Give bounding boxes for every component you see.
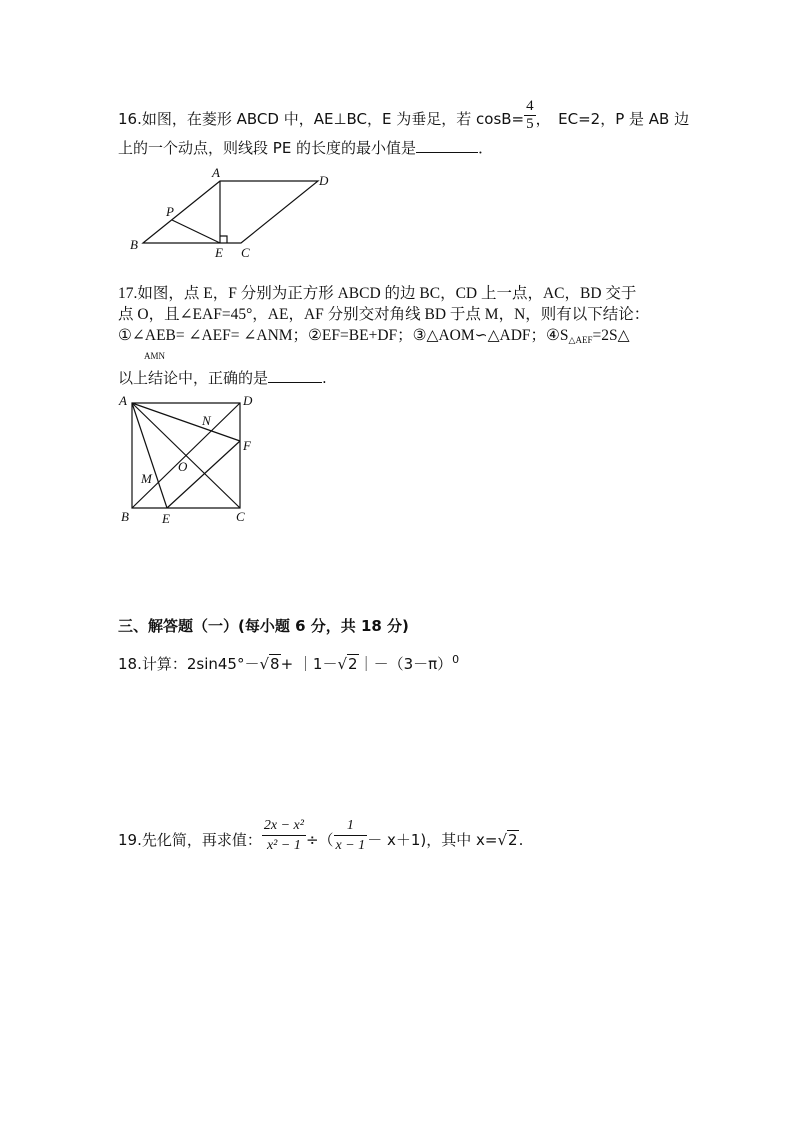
q16-right-angle: [220, 236, 227, 243]
q19-fraction-2: [334, 816, 368, 855]
q19-sqrt-2: √2: [497, 831, 518, 849]
q19-radicand: 2: [508, 831, 518, 849]
q17-square-figure: [115, 390, 265, 530]
q17-line3-b: =2S△: [592, 327, 630, 344]
q18-text-c: ｜－（3－π）: [358, 655, 453, 673]
q16-line2-end: ．: [478, 139, 494, 157]
q16-text-a: 16.如图，在菱形 ABCD 中，AE⊥BC，E 为垂足，若 cosB=: [118, 110, 525, 128]
q17-label-c: C: [236, 509, 245, 524]
q16-frac-den: 5: [526, 116, 534, 132]
q17-label-o: O: [178, 459, 188, 474]
q16-fraction: [524, 98, 536, 133]
q17-line-5: [118, 368, 327, 388]
q17-label-a: A: [119, 393, 127, 408]
q16-segment-pe: [172, 220, 220, 243]
q18-line: [118, 650, 459, 674]
q18-radicand-2: 2: [348, 655, 358, 673]
q17-label-n: N: [202, 413, 211, 428]
q19-text-a: 19.先化简，再求值：: [118, 831, 262, 849]
q17-line5-text: 以上结论中，正确的是: [118, 369, 269, 387]
q16-answer-blank: [416, 138, 478, 153]
q17-label-f: F: [243, 438, 251, 453]
q17-line-2: 点 O，且∠EAF=45°，AE，AF 分别交对角线 BD 于点 M，N，则有以下结论：: [118, 306, 650, 323]
q16-label-a: A: [212, 165, 220, 180]
q19-frac1-den: x² − 1: [262, 835, 306, 855]
q19-frac2-num: 1: [346, 818, 354, 833]
q19-line: [118, 818, 524, 855]
q16-label-p: P: [166, 204, 174, 219]
q17-line5-end: .: [322, 369, 327, 387]
q17-line-3: [118, 326, 630, 350]
q17-line-1: 17.如图，点 E，F 分别为正方形 ABCD 的边 BC，CD 上一点，AC，BD 交于: [118, 285, 637, 302]
q17-line3-a: ①∠AEB= ∠AEF= ∠ANM；②EF=BE+DF；③△AOM∽△ADF；④S: [118, 327, 569, 344]
q19-frac1-num: 2x − x²: [263, 818, 304, 833]
q16-line-1: [118, 98, 690, 133]
q18-text-b: + ｜1－: [280, 655, 338, 673]
q16-frac-num: 4: [526, 98, 534, 114]
q17-label-b: B: [121, 509, 129, 524]
q16-text-b: ， EC=2，P 是 AB 边: [535, 110, 690, 128]
q18-text-a: 18.计算：2sin45°－: [118, 655, 260, 673]
q17-answer-blank: [268, 368, 322, 383]
q17-segment-af: [132, 403, 240, 441]
q16-label-b: B: [130, 237, 138, 252]
section-3-heading: 三、解答题（一）(每小题 6 分，共 18 分): [118, 617, 409, 635]
q17-line-4: AMN: [144, 351, 166, 361]
q17-line3-sub: △AEF: [568, 335, 593, 345]
q19-text-b: ÷（: [305, 831, 334, 849]
q17-label-m: M: [141, 471, 152, 486]
q19-frac2-den: x − 1: [334, 835, 368, 855]
q19-fraction-1: [262, 816, 306, 855]
q18-exponent: 0: [452, 653, 460, 666]
q17-segment-ae: [132, 403, 167, 508]
q16-line2-text: 上的一个动点，则线段 PE 的长度的最小值是: [118, 139, 417, 157]
q17-label-d: D: [243, 393, 253, 408]
q16-label-c: C: [241, 245, 250, 260]
q16-line-2: [118, 138, 493, 158]
q19-text-d: .: [518, 831, 524, 849]
q18-sqrt-8: √8: [259, 655, 280, 673]
q16-label-e: E: [215, 245, 223, 260]
q17-label-e: E: [162, 511, 170, 526]
q19-text-c: － x＋1)，其中 x=: [367, 831, 498, 849]
q16-rhombus-figure: [120, 165, 340, 265]
q18-sqrt-2: √2: [337, 655, 358, 673]
q18-radicand-1: 8: [270, 655, 280, 673]
q16-label-d: D: [319, 173, 329, 188]
